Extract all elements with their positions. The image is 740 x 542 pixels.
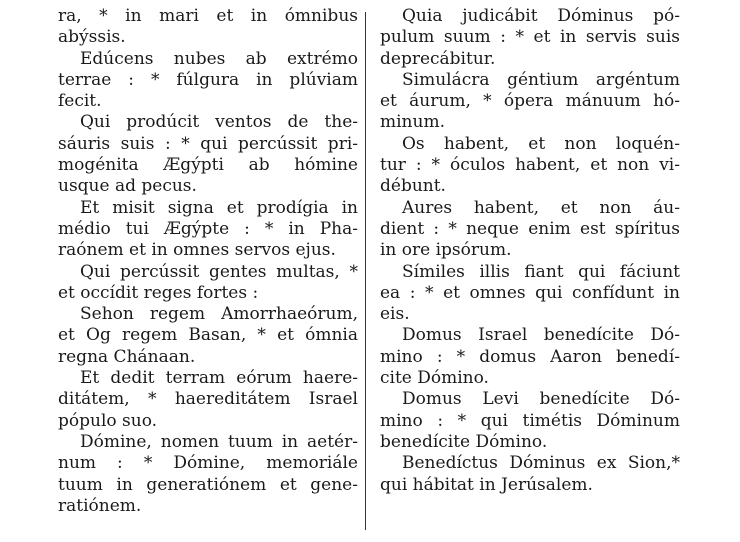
text-line: Benedíctus Dóminus ex Sion,* [402, 453, 680, 474]
text-line: mino : * qui timétis Dóminum [380, 410, 680, 431]
text-line: dient : * neque enim est spíritus [380, 218, 680, 239]
text-line: regna Chánaan. [58, 346, 196, 367]
text-line: Os habent, et non loquén- [402, 133, 680, 154]
text-line: débunt. [380, 176, 446, 197]
text-line: Et misit signa et prodígia in [80, 197, 358, 218]
text-line: num : * Dómine, memoriále [58, 453, 358, 474]
text-line: Et dedit terram eórum haere- [80, 368, 358, 389]
text-line: sáuris suis : * qui percússit pri- [58, 133, 358, 154]
text-line: et occídit reges fortes : [58, 282, 259, 303]
left-column [58, 6, 358, 517]
text-line: Dómine, nomen tuum in aetér- [80, 431, 358, 452]
text-line: in ore ipsórum. [380, 240, 512, 261]
text-line: Domus Levi benedícite Dó- [402, 389, 680, 410]
text-line: Domus Israel benedícite Dó- [402, 325, 680, 346]
text-line: terrae : * fúlgura in plúviam [58, 69, 358, 90]
text-line: et Og regem Basan, * et ómnia [58, 325, 358, 346]
text-line: ea : * et omnes qui confídunt in [380, 282, 680, 303]
text-line: Simulácra géntium argéntum [402, 69, 680, 90]
text-line: médio tui Ægýpte : * in Pha- [58, 218, 358, 239]
text-line: mino : * domus Aaron benedí- [380, 346, 680, 367]
text-line: Edúcens nubes ab extrémo [80, 48, 358, 69]
text-line: pulum suum : * et in servis suis [380, 27, 680, 48]
text-line: Qui prodúcit ventos de the- [80, 112, 358, 133]
text-line: qui hábitat in Jerúsalem. [380, 474, 593, 495]
text-line: raónem et in omnes servos ejus. [58, 240, 336, 261]
text-line: Aures habent, et non áu- [402, 197, 680, 218]
text-line: ditátem, * haereditátem Israel [58, 389, 358, 410]
text-line: deprecábitur. [380, 48, 496, 69]
text-line: Sehon regem Amorrhaeórum, [80, 304, 358, 325]
text-line: ra, * in mari et in ómnibus [58, 6, 358, 26]
text-line: tuum in generatiónem et gene- [58, 474, 358, 495]
text-line: usque ad pecus. [58, 176, 197, 197]
text-line: Quia judicábit Dóminus pó- [402, 6, 680, 26]
text-line: abýssis. [58, 27, 126, 48]
text-line: Qui percússit gentes multas, * [80, 261, 358, 282]
text-line: pópulo suo. [58, 410, 158, 431]
text-line: et áurum, * ópera mánuum hó- [380, 91, 680, 112]
text-line: tur : * óculos habent, et non vi- [380, 155, 680, 176]
column-divider [365, 12, 366, 530]
text-line: Símiles illis fiant qui fáciunt [402, 261, 680, 282]
text-line: benedícite Dómino. [380, 431, 548, 452]
text-line: minum. [380, 112, 445, 133]
text-line: fecit. [58, 91, 102, 112]
text-line: cite Dómino. [380, 368, 489, 389]
right-column [380, 6, 680, 496]
text-line: mogénita Ægýpti ab hómine [58, 155, 358, 176]
text-line: ratiónem. [58, 495, 142, 516]
text-line: eis. [380, 304, 410, 325]
